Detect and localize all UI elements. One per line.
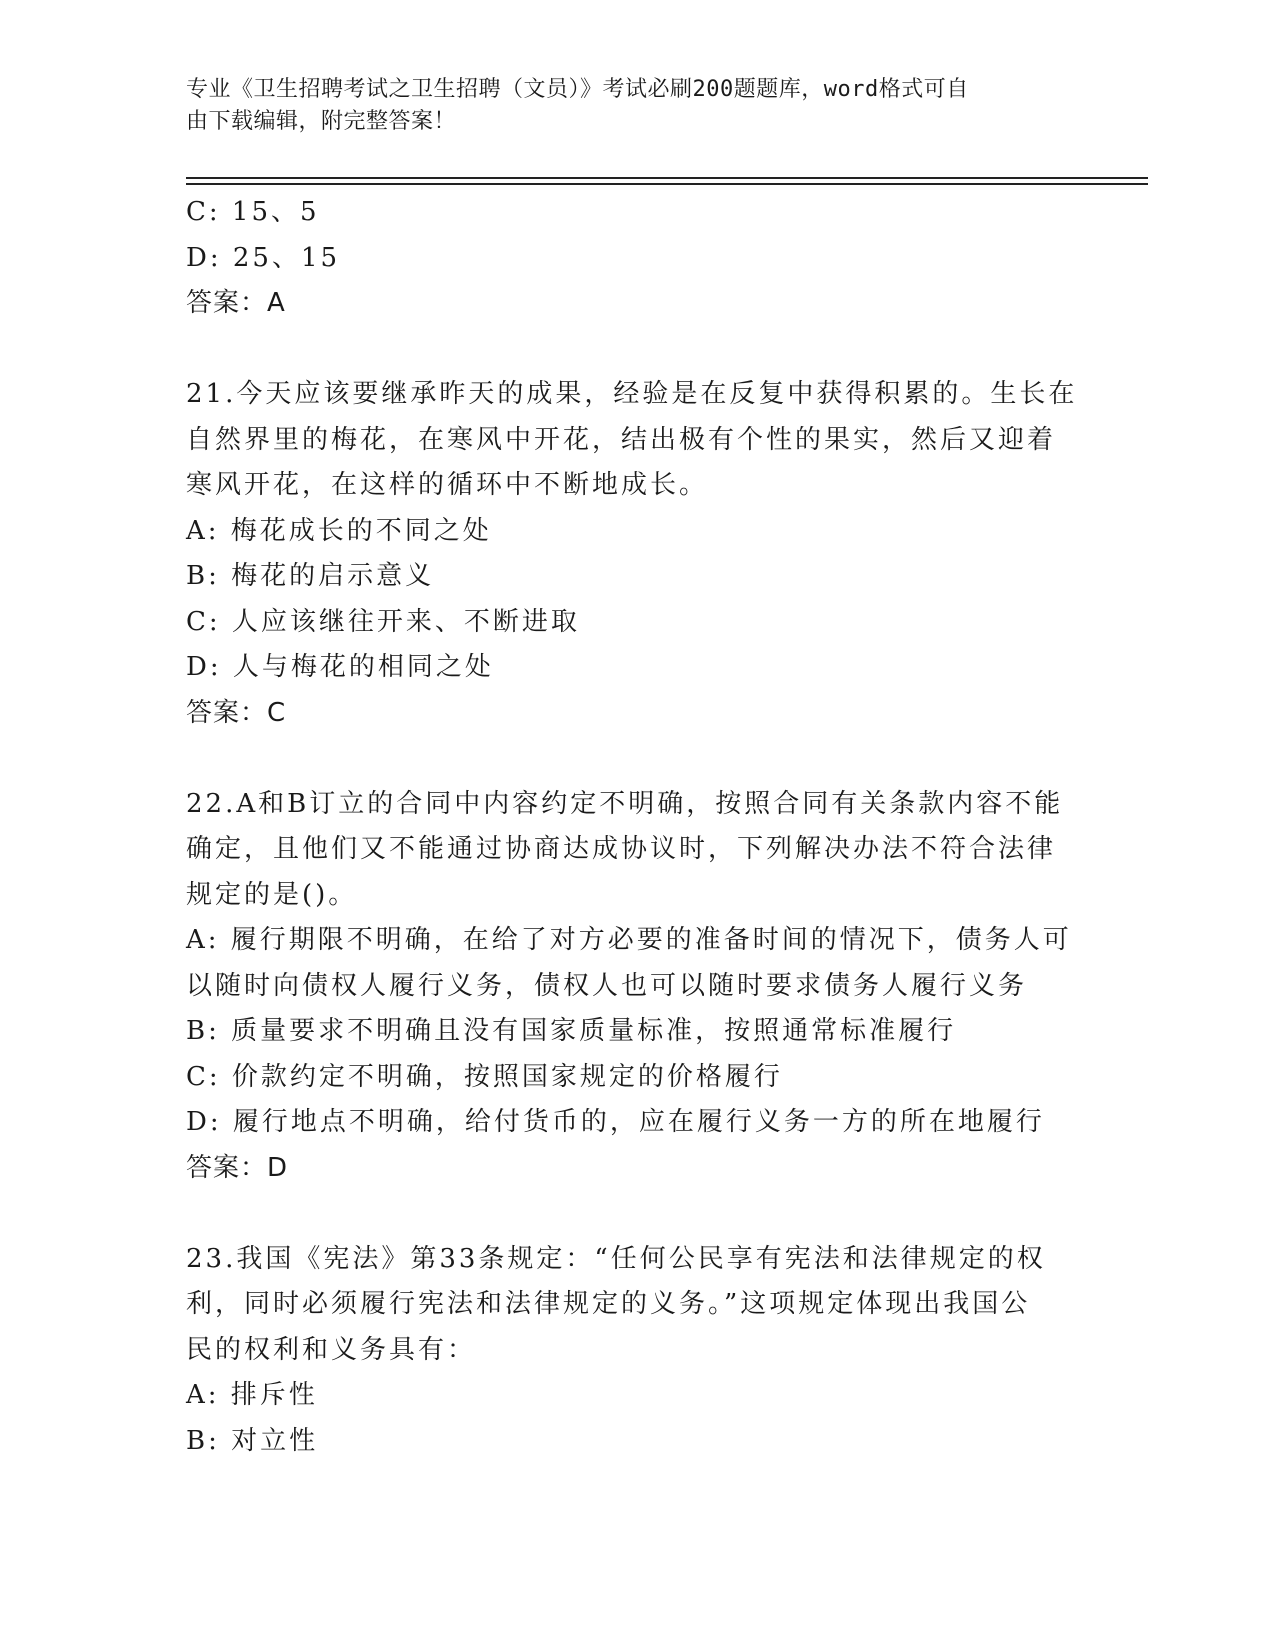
option-b: B: 对立性	[186, 1425, 319, 1456]
option-b: B: 质量要求不明确且没有国家质量标准，按照通常标准履行	[186, 1016, 957, 1046]
header-title-line-1: 专业《卫生招聘考试之卫生招聘（文员）》考试必刷200题题库，word格式可自	[186, 77, 969, 102]
answer-line: 答案：C	[186, 697, 287, 728]
question-stem-line: 自然界里的梅花，在寒风中开花，结出极有个性的果实，然后又迎着	[186, 424, 1057, 455]
question-stem-line: 寒风开花，在这样的循环中不断地成长。	[186, 470, 709, 500]
question-stem-line: 23.我国《宪法》第33条规定：“任何公民享有宪法和法律规定的权	[186, 1243, 1046, 1274]
option-a: A: 履行期限不明确，在给了对方必要的准备时间的情况下，债务人可	[186, 925, 1072, 955]
answer-line: 答案：D	[186, 1152, 289, 1183]
option-d: D: 履行地点不明确，给付货币的，应在履行义务一方的所在地履行	[186, 1107, 1045, 1137]
answer-line: 答案：A	[186, 288, 286, 318]
question-stem-line: 确定，且他们又不能通过协商达成协议时，下列解决办法不符合法律	[186, 834, 1057, 864]
option-a: A: 梅花成长的不同之处	[186, 515, 492, 546]
question-stem-line: 21.今天应该要继承昨天的成果，经验是在反复中获得积累的。生长在	[186, 379, 1078, 409]
option-c: C: 人应该继往开来、不断进取	[186, 606, 580, 637]
option-d: D: 人与梅花的相同之处	[186, 652, 494, 682]
question-content	[186, 190, 1078, 1464]
option-a-continued: 以随时向债权人履行义务，债权人也可以随时要求债务人履行义务	[186, 970, 1028, 1001]
option-d: D: 25、15	[186, 242, 341, 273]
question-stem-line: 利，同时必须履行宪法和法律规定的义务。”这项规定体现出我国公	[186, 1289, 1031, 1319]
question-21	[186, 372, 1078, 736]
option-c: C: 价款约定不明确，按照国家规定的价格履行	[186, 1061, 783, 1092]
option-a: A: 排斥性	[186, 1380, 318, 1410]
option-b: B: 梅花的启示意义	[186, 561, 435, 591]
header-rule-top	[186, 177, 1148, 179]
question-stem-line: 民的权利和义务具有：	[186, 1334, 477, 1365]
question-stem-line: 规定的是()。	[186, 879, 358, 910]
prev-question	[186, 190, 1066, 327]
spacer	[186, 1191, 1066, 1237]
spacer	[186, 327, 1066, 373]
question-stem-line: 22.A和B订立的合同中内容约定不明确，按照合同有关条款内容不能	[186, 788, 1064, 819]
question-23	[186, 1237, 1066, 1465]
option-c: C: 15、5	[186, 197, 320, 227]
header-title-line-2: 由下载编辑，附完整答案！	[186, 109, 457, 134]
header-rule-bottom	[186, 183, 1148, 185]
spacer	[186, 736, 1066, 782]
question-22	[186, 782, 1072, 1192]
page-header	[186, 74, 1066, 138]
